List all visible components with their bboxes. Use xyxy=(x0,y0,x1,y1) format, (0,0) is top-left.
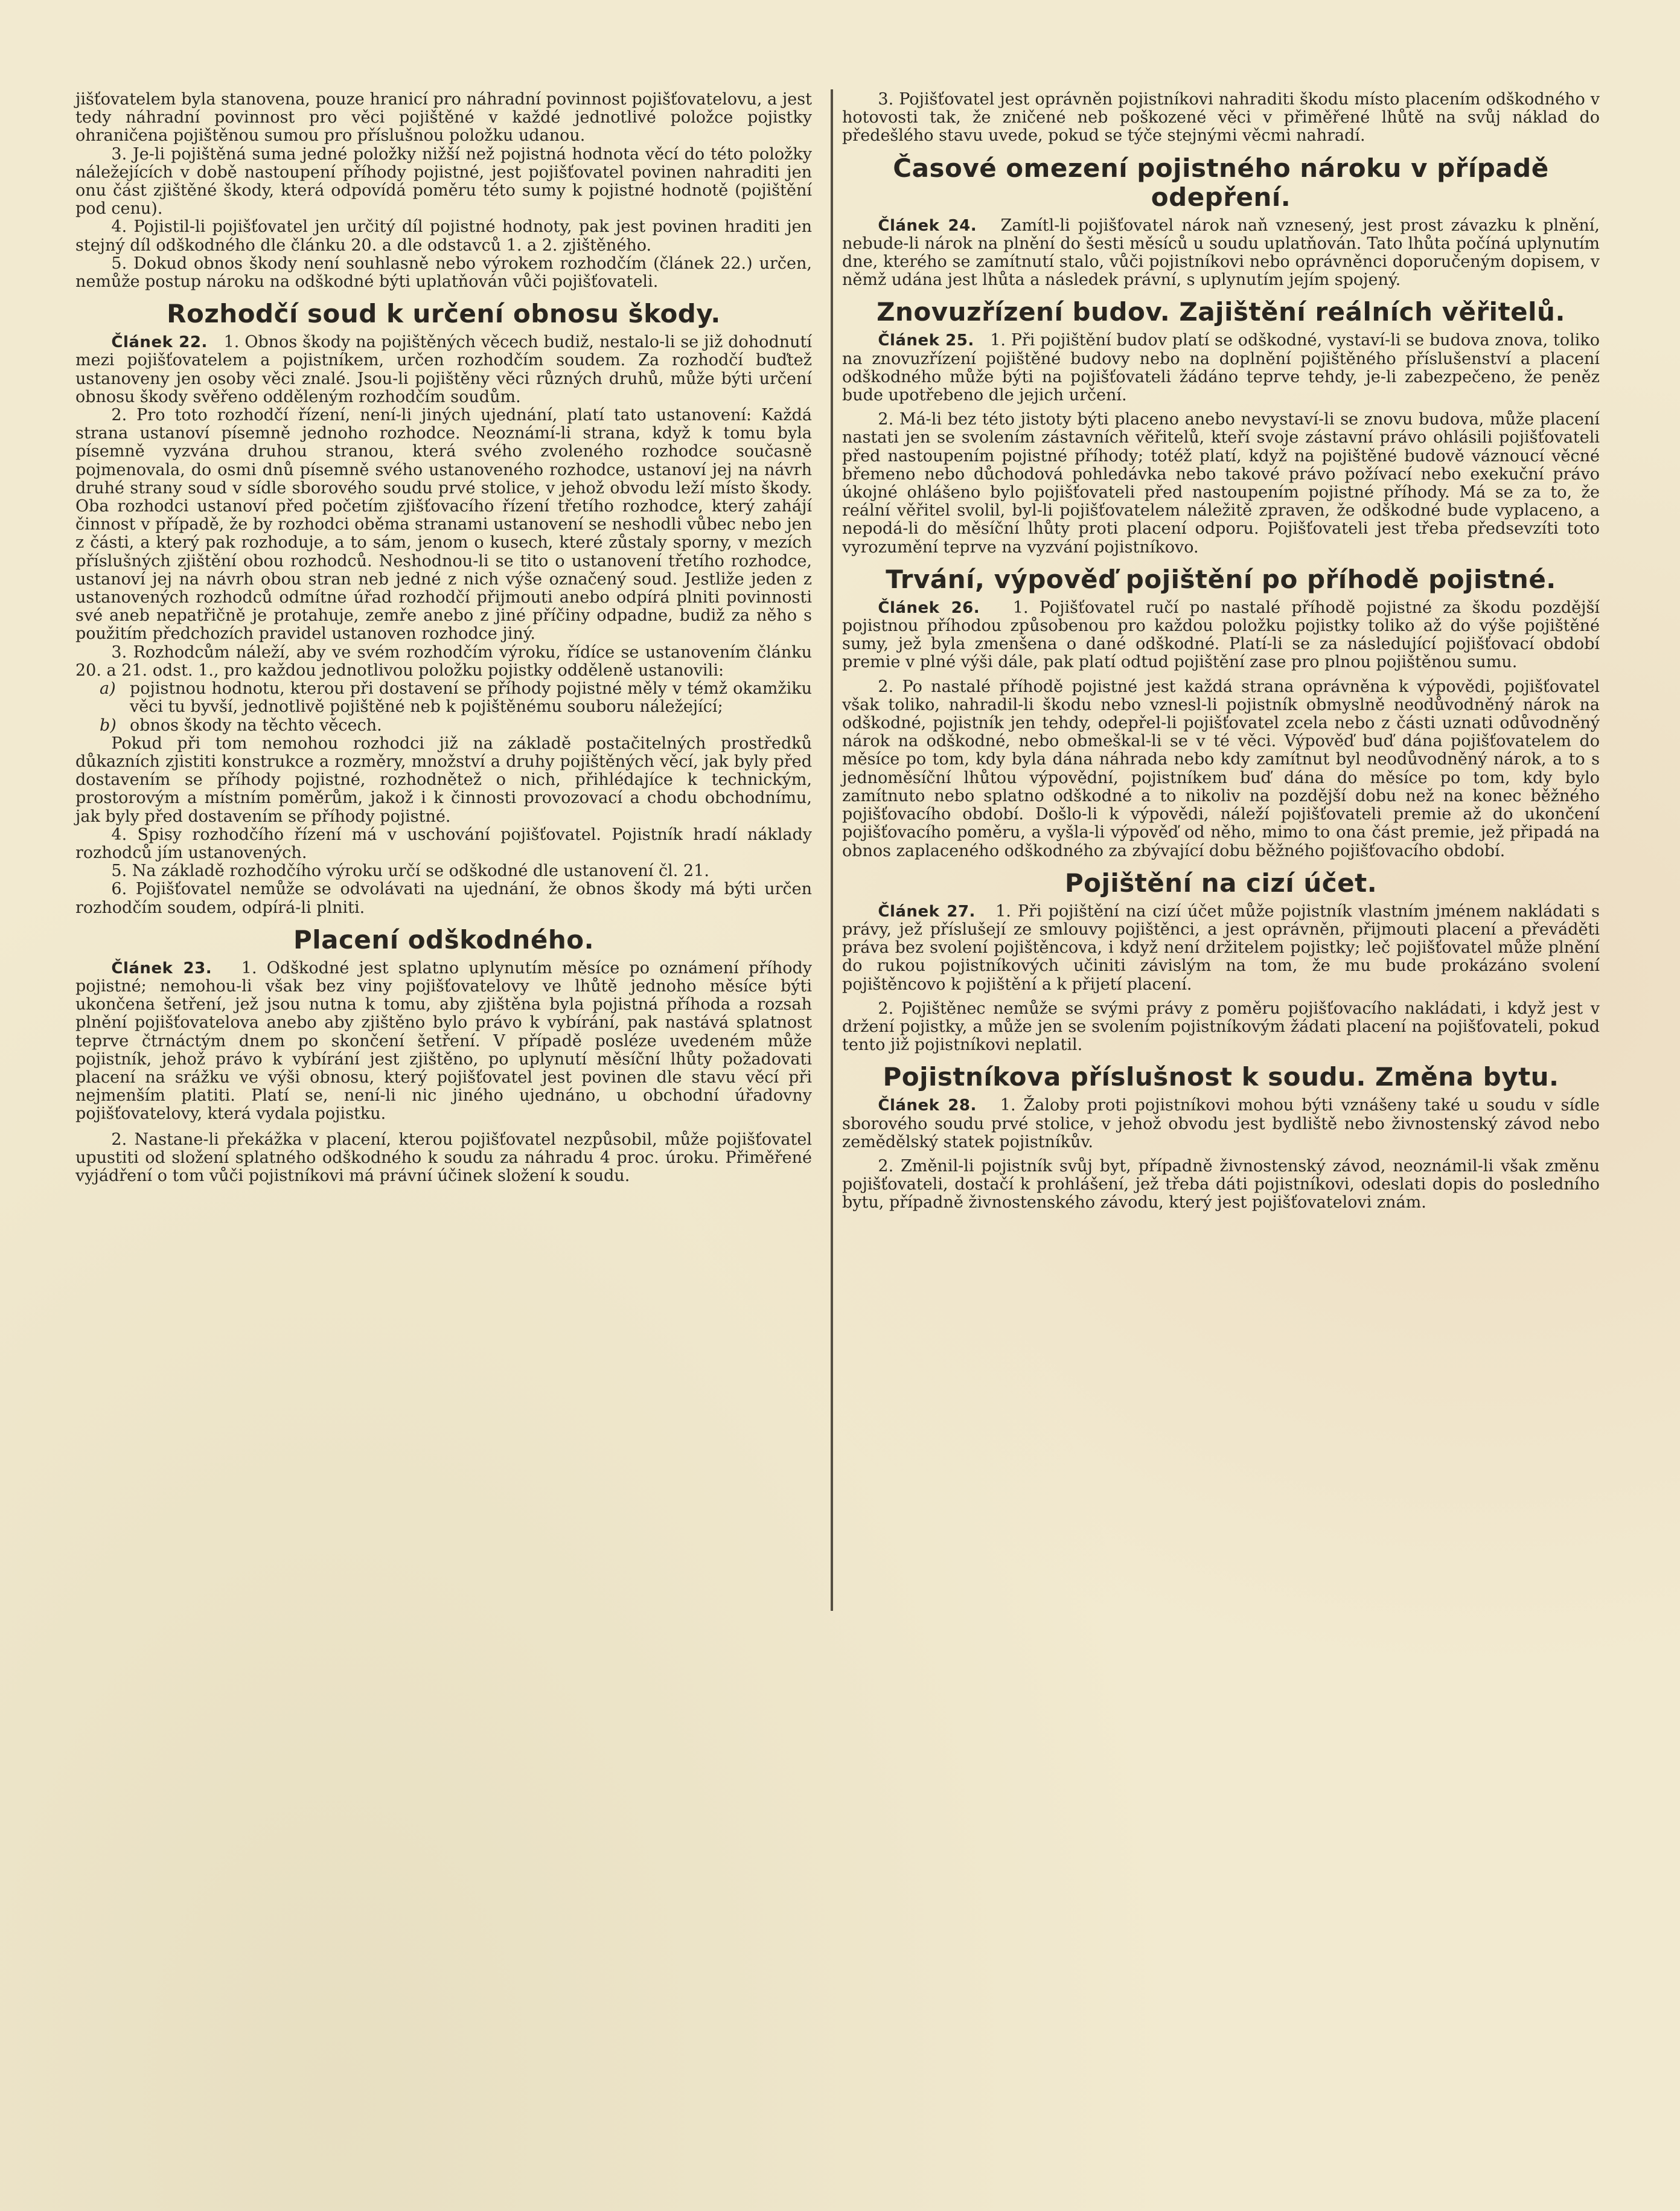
article-label: Článek 22. xyxy=(111,333,208,352)
paragraph: 3. Pojišťovatel jest oprávněn pojistníkovi nahraditi škodu místo placením odškodného v hotovosti tak, že zničené neb poškozené věci v přiměřené lhůtě na svůj náklad do předešlého stavu uvede, pokud se týče stejnými věcmi nahradí. xyxy=(842,90,1600,146)
article-label: Článek 24. xyxy=(878,216,977,235)
section-heading: Trvání, výpověď pojištění po příhodě pojistné. xyxy=(886,564,1556,594)
list-item xyxy=(75,680,812,716)
paragraph: 2. Změnil-li pojistník svůj byt, případně živnostenský závod, neoznámil-li však změnu pojišťovateli, dostačí k prohlášení, jež třeba dáti pojistníkovi, odeslati dopis do posledního bytu, případně živnostenského závodu, který jest pojišťovatelovi znám. xyxy=(842,1156,1600,1212)
article-text: 1. Žaloby proti pojistníkovi mohou býti vznášeny také u soudu v sídle sborového soudu prvé stolice, v jehož obvodu jest bydliště nebo živnostenský závod nebo zemědělský statek pojistníkův. xyxy=(842,1096,1600,1151)
paragraph: 6. Pojišťovatel nemůže se odvolávati na ujednání, že obnos škody má býti určen rozhodčím soudem, odpírá-li plniti. xyxy=(75,880,812,917)
section-heading: Placení odškodného. xyxy=(293,924,595,955)
paragraph: Pokud při tom nemohou rozhodci již na základě postačitelných prostředků důkazních zjistiti konstrukce a rozměry, množství a druhy pojištěných věcí, jak byly před dostavením se příhody pojistné, rozhodnětež o nich, přihlédajíce k technickým, prostorovým a místním poměrům, jakož i k činnosti provozovací a chodu obchodnímu, jak byly před dostavením se příhody pojistné. xyxy=(75,734,812,826)
left-column xyxy=(75,91,812,1185)
article-28-paragraph-1 xyxy=(842,1096,1600,1151)
article-text: 1. Odškodné jest splatno uplynutím měsíce po oznámení příhody pojistné; nemohou-li však bez viny pojišťovatelovy ve lhůtě jednoho měsíce býti ukončena šetření, jež jsou nutna k tomu, aby zjištěna byla pojistná příhoda a rozsah plnění pojišťovatelova anebo aby zjištěno bylo právo k vybírání, pak nastává splatnost teprve čtrnáctým dnem po skončení šetření. V případě posléze uvedeném může pojistník, jehož právo k vybírání jest zjištěno, po uplynutí měsíční lhůty požadovati placení na srážku ve výši obnosu, který pojišťovatel jest povinen dle stavu věcí při nejmenším platiti. Platí se, není-li nic jiného ujednáno, u obchodní úřadovny pojišťovatelovy, která vydala pojistku. xyxy=(75,958,813,1124)
article-23-paragraph-1 xyxy=(75,959,812,1124)
article-24-paragraph xyxy=(842,217,1600,290)
paragraph: 2. Má-li bez této jistoty býti placeno anebo nevystaví-li se znovu budova, může placení nastati jen se svolením zástavních věřitelů, kteří svoje zástavní právo ohlásili pojišťovateli před nastoupením pojistné příhody; totéž platí, když na pojištěné budově váznoucí věcné břemeno nebo důchodová pohledávka nebo takové právo požívací nebo exekuční právo úkojné ohlášeno bylo pojišťovateli před nastoupením pojistné příhody. Má se za to, že reální věřitel svolil, byl-li pojišťovatelem náležitě zpraven, že odškodné bude vyplaceno, a nepodá-li do měsíční lhůty proti placení odporu. Pojišťovateli jest třeba předsevzíti toto vyrozumění teprve na vyzvání pojistníkovo. xyxy=(842,410,1600,557)
paragraph: 3. Je-li pojištěná suma jedné položky nižší než pojistná hodnota věcí do této položky náležejících v době nastoupení příhody pojistné, jest pojišťovatel povinen nahraditi jen onu část zjištěné škody, která odpovídá poměru této sumy k pojistné hodnotě (pojištění pod cenu). xyxy=(75,144,812,219)
list-item xyxy=(75,717,812,735)
paragraph: jišťovatelem byla stanovena, pouze hranicí pro náhradní povinnost pojišťovatelovu, a jest tedy náhradní povinnost pro věci pojištěné v každé jednotlivé položce pojistky ohraničena pojištěnou sumou pro příslušnou položku udanou. xyxy=(75,90,812,146)
list-marker: b) xyxy=(100,715,117,735)
column-divider xyxy=(831,89,833,1611)
article-label: Článek 28. xyxy=(878,1096,977,1115)
article-label: Článek 27. xyxy=(878,902,976,921)
article-25-paragraph-1 xyxy=(842,331,1600,405)
paragraph: 5. Na základě rozhodčího výroku určí se odškodné dle ustanovení čl. 21. xyxy=(111,862,709,881)
article-label: Článek 26. xyxy=(878,598,980,617)
paragraph: 2. Pro toto rozhodčí řízení, není-li jiných ujednání, platí tato ustanovení: Každá strana ustanoví písemně jednoho rozhodce. Neoznámí-li strana, když k tomu byla písemně vyzvána druhou stranou, která svého zvoleného rozhodce současně pojmenovala, do osmi dnů písemně svého ustanoveného rozhodce, ustanoví jej na návrh druhé strany soud v sídle sborového soudu prvé stolice, v jehož obvodu leží místo škody. Oba rozhodci ustanoví před početím zjišťovacího řízení třetího rozhodce, který zahájí činnost v případě, že by rozhodci oběma stranami ustanovení se neshodli vůbec nebo jen z části, a který pak rozhoduje, a to sám, jenom o kusech, které zůstaly sporny, v mezích příslušných zjištění obou rozhodců. Neshodnou-li se tito o ustanovení třetího rozhodce, ustanoví jej na návrh obou stran neb jedné z nich výše označený soud. Jestliže jeden z ustanovených rozhodců odmítne úřad rozhodčí přijmouti anebo odpírá plniti povinnosti své aneb nepatřičně je protahuje, zemře anebo z jiné příčiny odpadne, budiž za něho s použitím předchozích pravidel ustanoven rozhodce jiný. xyxy=(75,406,812,644)
article-text: 1. Při pojištění budov platí se odškodné, vystaví-li se budova znova, toliko na znovuzřízení pojištěné budovy nebo na doplnění pojištěného příslušenství a placení odškodného může býti na pojišťovateli žádáno teprve tehdy, je-li zabezpečeno, že peněz bude upotřebeno dle jejich určení. xyxy=(842,331,1600,405)
article-22-paragraph-1 xyxy=(75,333,812,406)
article-text: Zamítl-li pojišťovatel nárok naň vznesený, jest prost závazku k plnění, nebude-li nárok na plnění do šesti měsíců u soudu uplatňován. Tato lhůta počíná uplynutím dne, kterého se zamítnutí stalo, vůči pojistníkovi nebo oprávněnci doporučeným dopisem, v němž udána jest lhůta a následek právní, s uplynutím jejím spojený. xyxy=(842,216,1600,290)
section-heading: Pojištění na cizí účet. xyxy=(1064,868,1378,898)
article-text: 1. Pojišťovatel ručí po nastalé příhodě pojistné za škodu pozdější pojistnou příhodou způsobenou pro každou položku pojistky toliko až do výše pojištěné sumy, jež byla zmenšena o dané odškodné. Platí-li se za následující pojišťovací období premie v plné výši dále, pak platí odtud pojištění zase pro plnou pojištěnou sumu. xyxy=(842,598,1600,672)
right-column xyxy=(842,91,1600,1212)
article-text: 1. Obnos škody na pojištěných věcech budiž, nestalo-li se již dohodnutí mezi pojišťovatelem a pojistníkem, určen rozhodčím soudem. Za rozhodčí buďtež ustanoveny jen osoby věci znalé. Jsou-li pojištěny věci různých druhů, může býti určení obnosu škody svěřeno odděleným rozhodčím soudům. xyxy=(75,333,812,406)
paragraph: 2. Pojištěnec nemůže se svými právy z poměru pojišťovacího nakládati, i když jest v držení pojistky, a může jen se svolením pojistníkovým žádati placení na pojišťovateli, pokud tento již pojistníkovi neplatil. xyxy=(842,999,1600,1055)
section-heading: Znovuzřízení budov. Zajištění reálních věřitelů. xyxy=(877,297,1565,327)
section-heading: Rozhodčí soud k určení obnosu škody. xyxy=(167,299,721,329)
article-text: 1. Při pojištění na cizí účet může pojistník vlastním jménem nakládati s právy, jež příslušejí ze smlouvy pojištěnci, a jest oprávněn, přijmouti placení a převáděti práva bez svolení pojištěncova, i když není držitelem pojistky; leč pojišťovatel může plnění do rukou pojistníkových učiniti závislým na tom, že mu bude prokázáno svolení pojištěncovo k pojištění a k přijetí placení. xyxy=(842,901,1600,994)
paragraph: 4. Pojistil-li pojišťovatel jen určitý díl pojistné hodnoty, pak jest povinen hraditi jen stejný díl odškodného dle článku 20. a dle odstavců 1. a 2. zjištěného. xyxy=(75,217,812,255)
list-text: pojistnou hodnotu, kterou při dostavení se příhody pojistné měly v témž okamžiku věci tu byvší, jednotlivě pojištěné neb k pojištěnému souboru náležející; xyxy=(130,679,812,717)
article-26-paragraph-1 xyxy=(842,599,1600,672)
section-heading: Časové omezení pojistného nároku v případě odepření. xyxy=(893,153,1549,212)
paragraph: 2. Po nastalé příhodě pojistné jest každá strana oprávněna k výpovědi, pojišťovatel však toliko, nahradil-li škodu nebo vznesl-li pojistník obmyslně neodůvodněný nárok na odškodné, pojistník jen tehdy, odepřel-li pojišťovatel zcela nebo z části uznati odůvodněný nárok na odškodné, nebo obmeškal-li se v té věci. Výpověď buď dána pojišťovatelem do měsíce po tom, kdy byla dána náhrada nebo kdy zamítnut byl neodůvodněný nárok, a to s jednoměsíční lhůtou výpovědní, pojistníkem buď dána do měsíce po tom, kdy bylo zamítnuto nebo splatno odškodné a to nikoliv na pozdější dobu než na konec běžného pojišťovacího období. Došlo-li k výpovědi, náleží pojišťovateli premie až do ukončení pojišťovacího poměru, a vyšla-li výpověď od něho, mimo to ona část premie, jež připadá na obnos zaplaceného odškodného za zbývající dobu běžného pojišťovacího období. xyxy=(842,677,1600,860)
section-heading: Pojistníkova příslušnost k soudu. Změna bytu. xyxy=(883,1062,1559,1092)
paragraph: 2. Nastane-li překážka v placení, kterou pojišťovatel nezpůsobil, může pojišťovatel upustiti od složení splatného odškodného k soudu za náhradu 4 proc. úroku. Přiměřené vyjádření o tom vůči pojistníkovi má právní účinek složení k soudu. xyxy=(75,1130,812,1185)
paragraph: 5. Dokud obnos škody není souhlasně nebo výrokem rozhodčím (článek 22.) určen, nemůže postup nároku na odškodné býti uplatňován vůči pojišťovateli. xyxy=(75,254,812,292)
paragraph: 4. Spisy rozhodčího řízení má v uschování pojišťovatel. Pojistník hradí náklady rozhodců jím ustanovených. xyxy=(75,825,812,862)
article-27-paragraph-1 xyxy=(842,903,1600,994)
paragraph: 3. Rozhodcům náleží, aby ve svém rozhodčím výroku, řídíce se ustanovením článku 20. a 21. odst. 1., pro každou jednotlivou položku pojistky odděleně ustanovili: xyxy=(75,642,812,680)
article-label: Článek 25. xyxy=(878,331,974,350)
article-label: Článek 23. xyxy=(111,959,212,978)
list-marker: a) xyxy=(100,679,116,699)
list-text: obnos škody na těchto věcech. xyxy=(130,715,382,735)
